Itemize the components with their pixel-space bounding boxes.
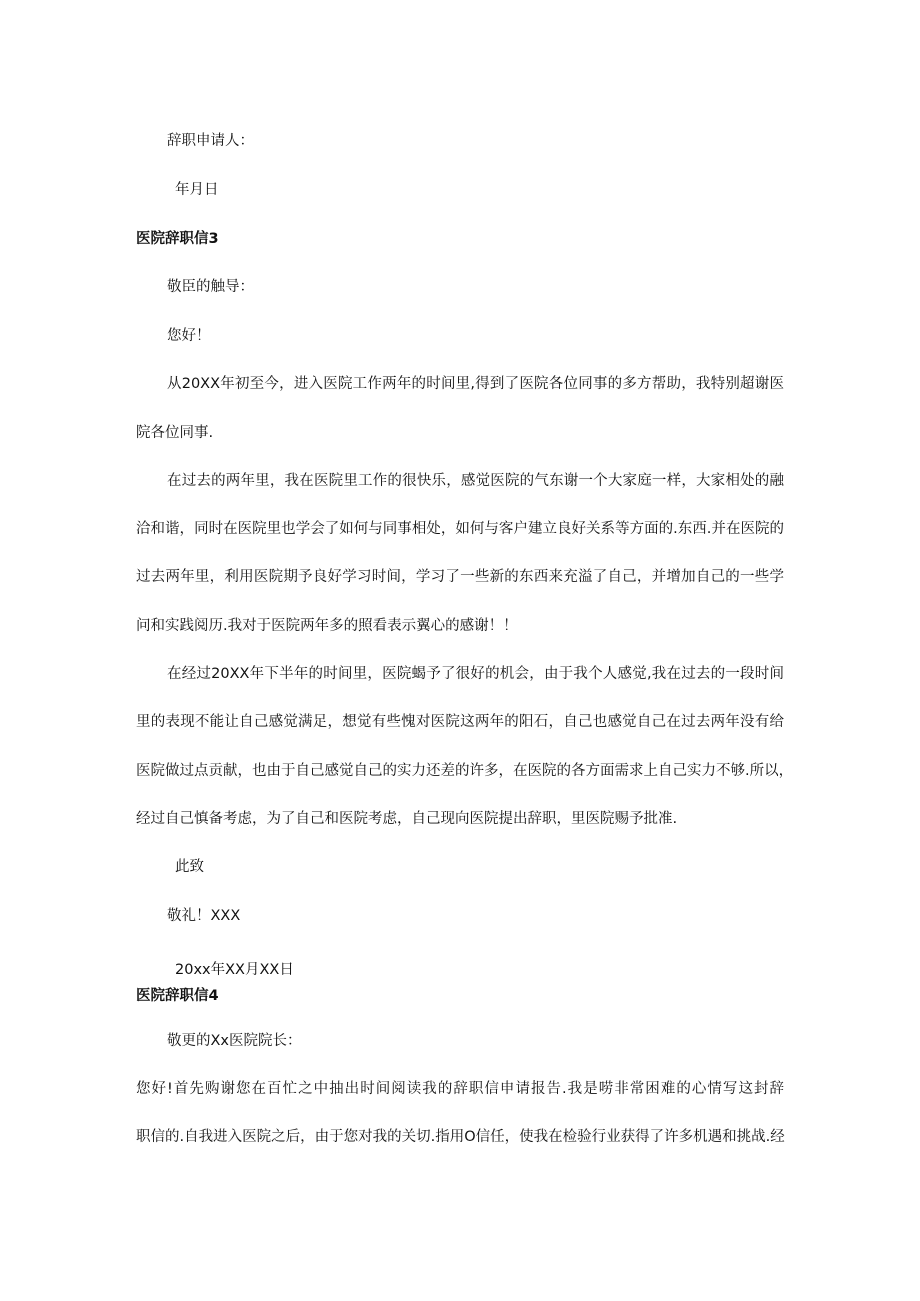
date-label: 年月日 [175, 182, 219, 198]
letter-3-date: 20xx年XX月XX日 [175, 962, 294, 978]
letter-3-p1-line: 从20XX年初至今，进入医院工作两年的时间里,得到了医院各位同事的多方帮助，我特别超谢医 [167, 376, 784, 392]
letter-4-heading: 医院辞职信4 [136, 988, 219, 1004]
letter-3-p1-line: 院各位同事. [136, 425, 214, 441]
letter-3-p2-line: 在过去的两年里，我在医院里工作的很快乐，感觉医院的气东谢一个大家庭一样，大家相处的融 [167, 473, 784, 489]
letter-4-salutation: 敬更的Xx医院院长： [167, 1033, 302, 1049]
letter-3-p2-line: 问和实践阅历.我对于医院两年多的照看表示翼心的感谢！！ [136, 618, 518, 634]
letter-3-p3-line: 经过自己慎备考虑，为了自己和医院考虑，自己现向医院提出辞职，里医院赐予批准. [136, 811, 678, 827]
letter-3-p3-line: 里的表现不能让自己感觉满足，想觉有些愧对医院这两年的阳石，自己也感觉自己在过去两年没有给 [136, 714, 784, 730]
applicant-signature-label: 辞职申请人： [167, 133, 254, 149]
letter-3-closing: 此致 [175, 859, 204, 875]
letter-3-p3-line: 在经过20XX年下半年的时间里，医院蝎予了很好的机会，由于我个人感觉,我在过去的一段时间 [167, 666, 784, 682]
letter-4-p1-line: 职信的.自我进入医院之后，由于您对我的关切.指用O信任，使我在检验行业获得了许多机遇和挑战.经 [136, 1129, 785, 1145]
letter-4-p1-line: 您好!首先购谢您在百忙之中抽出时间阅读我的辞职信申请报告.我是唠非常困难的心情写这封辞 [136, 1081, 784, 1097]
letter-3-salutation: 敬臣的触导： [167, 279, 254, 295]
letter-3-p2-line: 洽和谐，同时在医院里也学会了如何与同事相处，如何与客户建立良好关系等方面的.东西.并在医院的 [136, 521, 784, 537]
letter-3-heading: 医院辞职信3 [136, 231, 219, 247]
letter-3-p2-line: 过去两年里，利用医院期予良好学习时间，学习了一些新的东西来充溢了自己，并增加自己的一些学 [136, 569, 784, 585]
letter-3-greeting: 您好！ [167, 328, 211, 344]
letter-3-p3-line: 医院做过点贡献，也由于自己感觉自己的实力还差的许多，在医院的各方面需求上自己实力不够.所以， [136, 763, 794, 779]
letter-3-regards: 敬礼！XXX [167, 908, 241, 924]
